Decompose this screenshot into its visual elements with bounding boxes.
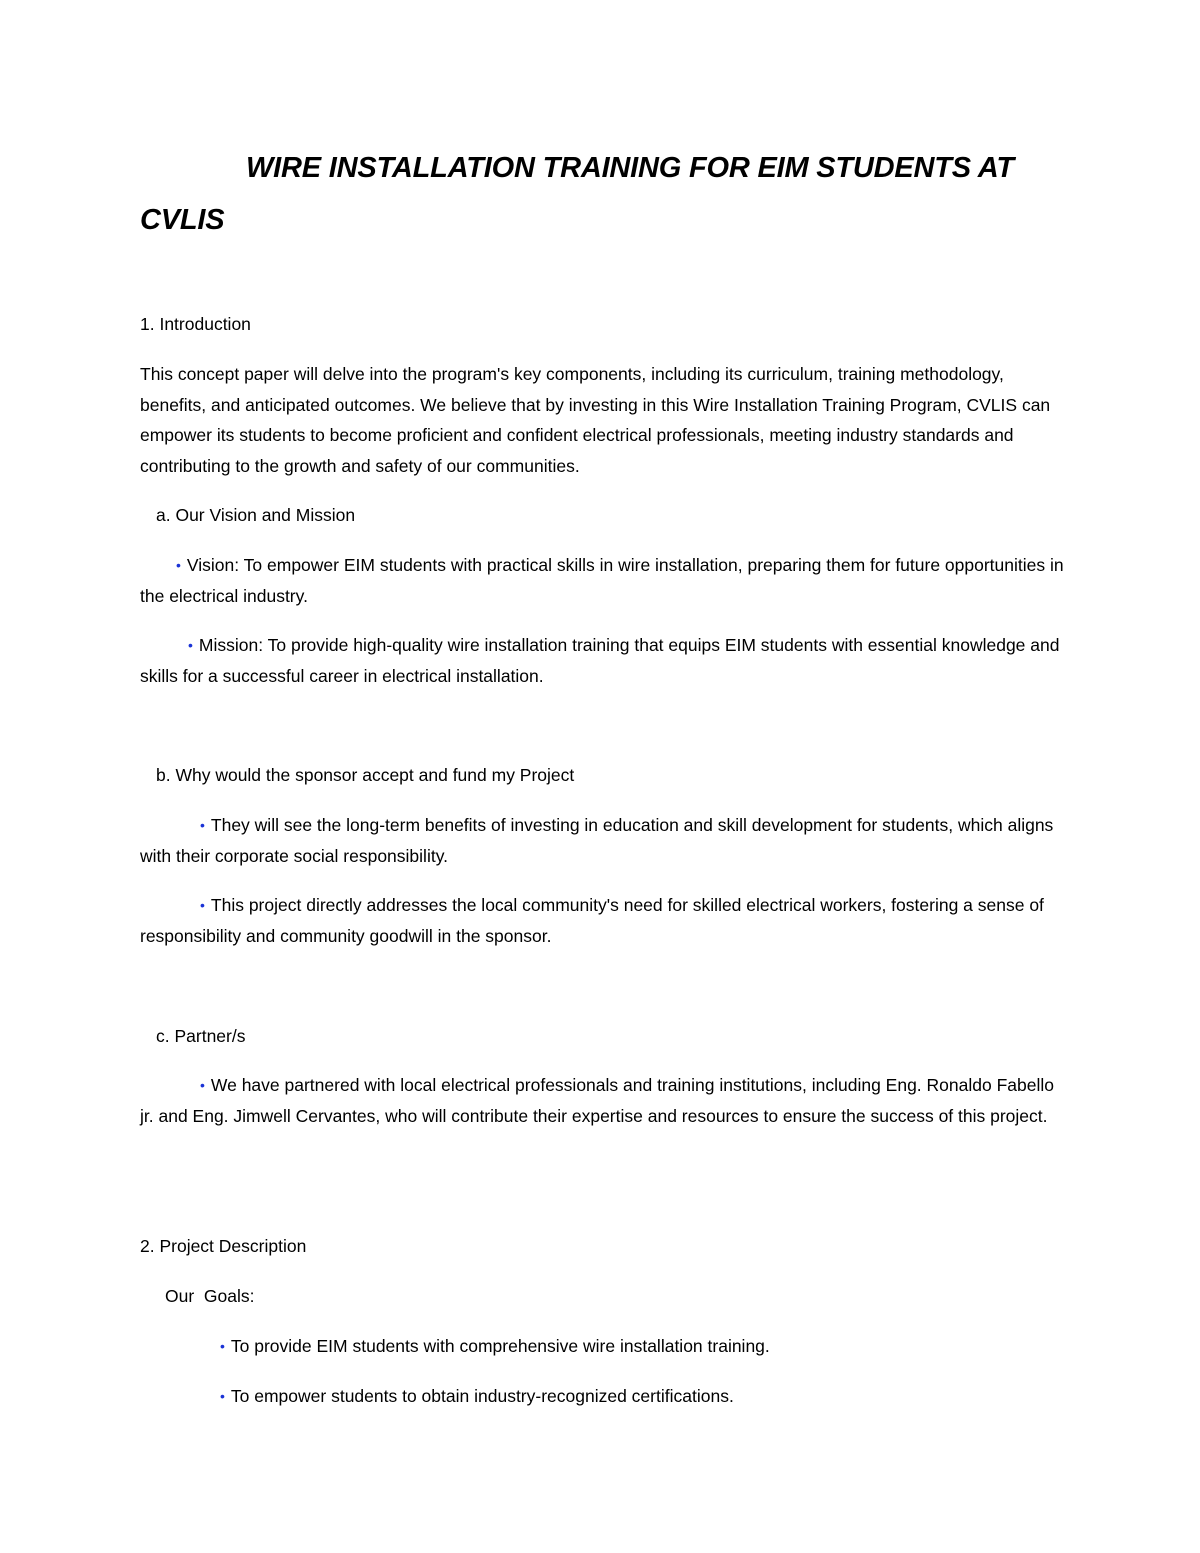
bullet-icon: •: [200, 1077, 205, 1093]
subsection-a-heading: a. Our Vision and Mission: [156, 505, 356, 525]
vision-text: Vision: To empower EIM students with practical skills in wire installation, preparing them for future opportunities in the electrical industry.: [140, 555, 1064, 606]
vision-list-item: [140, 550, 1070, 611]
bullet-icon: •: [188, 637, 193, 653]
introduction-paragraph: This concept paper will delve into the program's key components, including its curriculum, training methodology, benefits, and anticipated outcomes. We believe that by investing in this Wire Installation Training Program, CVLIS can empower its students to become proficient and confident electrical professionals, meeting industry standards and contributing to the growth and safety of our communities.: [140, 364, 1051, 476]
goal-text: To empower students to obtain industry-recognized certifications.: [230, 1386, 734, 1406]
goal-list-item: [140, 1381, 1070, 1412]
bullet-icon: •: [220, 1338, 225, 1354]
bullet-icon: •: [220, 1388, 225, 1404]
bullet-icon: •: [200, 817, 205, 833]
subsection-b-heading: b. Why would the sponsor accept and fund my Project: [156, 765, 575, 785]
partners-text: We have partnered with local electrical professionals and training institutions, including Eng. Ronaldo Fabello jr. and Eng. Jimwell Cervantes, who will contribute their expertise and resources to ensure the success of this project.: [140, 1075, 1054, 1126]
subsection-c-heading: c. Partner/s: [156, 1026, 246, 1046]
document-title: WIRE INSTALLATION TRAINING FOR EIM STUDENTS AT CVLIS: [140, 152, 1014, 236]
goals-label: Our Goals:: [165, 1286, 255, 1306]
sponsor-benefit-text: They will see the long-term benefits of investing in education and skill development for students, which aligns with their corporate social responsibility.: [140, 815, 1054, 866]
bullet-icon: •: [176, 557, 181, 573]
bullet-icon: •: [200, 897, 205, 913]
mission-list-item: [140, 630, 1070, 691]
section-1-heading: 1. Introduction: [140, 314, 251, 334]
partners-list-item: [140, 1070, 1070, 1131]
sponsor-benefit-list-item: [140, 810, 1070, 871]
community-need-text: This project directly addresses the local community's need for skilled electrical workers, fostering a sense of responsibility and community goodwill in the sponsor.: [140, 895, 1044, 946]
section-2-heading: 2. Project Description: [140, 1236, 307, 1256]
community-need-list-item: [140, 890, 1070, 951]
goal-text: To provide EIM students with comprehensive wire installation training.: [230, 1336, 770, 1356]
mission-text: Mission: To provide high-quality wire installation training that equips EIM students with essential knowledge and skills for a successful career in electrical installation.: [140, 635, 1060, 686]
goal-list-item: [140, 1331, 1070, 1362]
